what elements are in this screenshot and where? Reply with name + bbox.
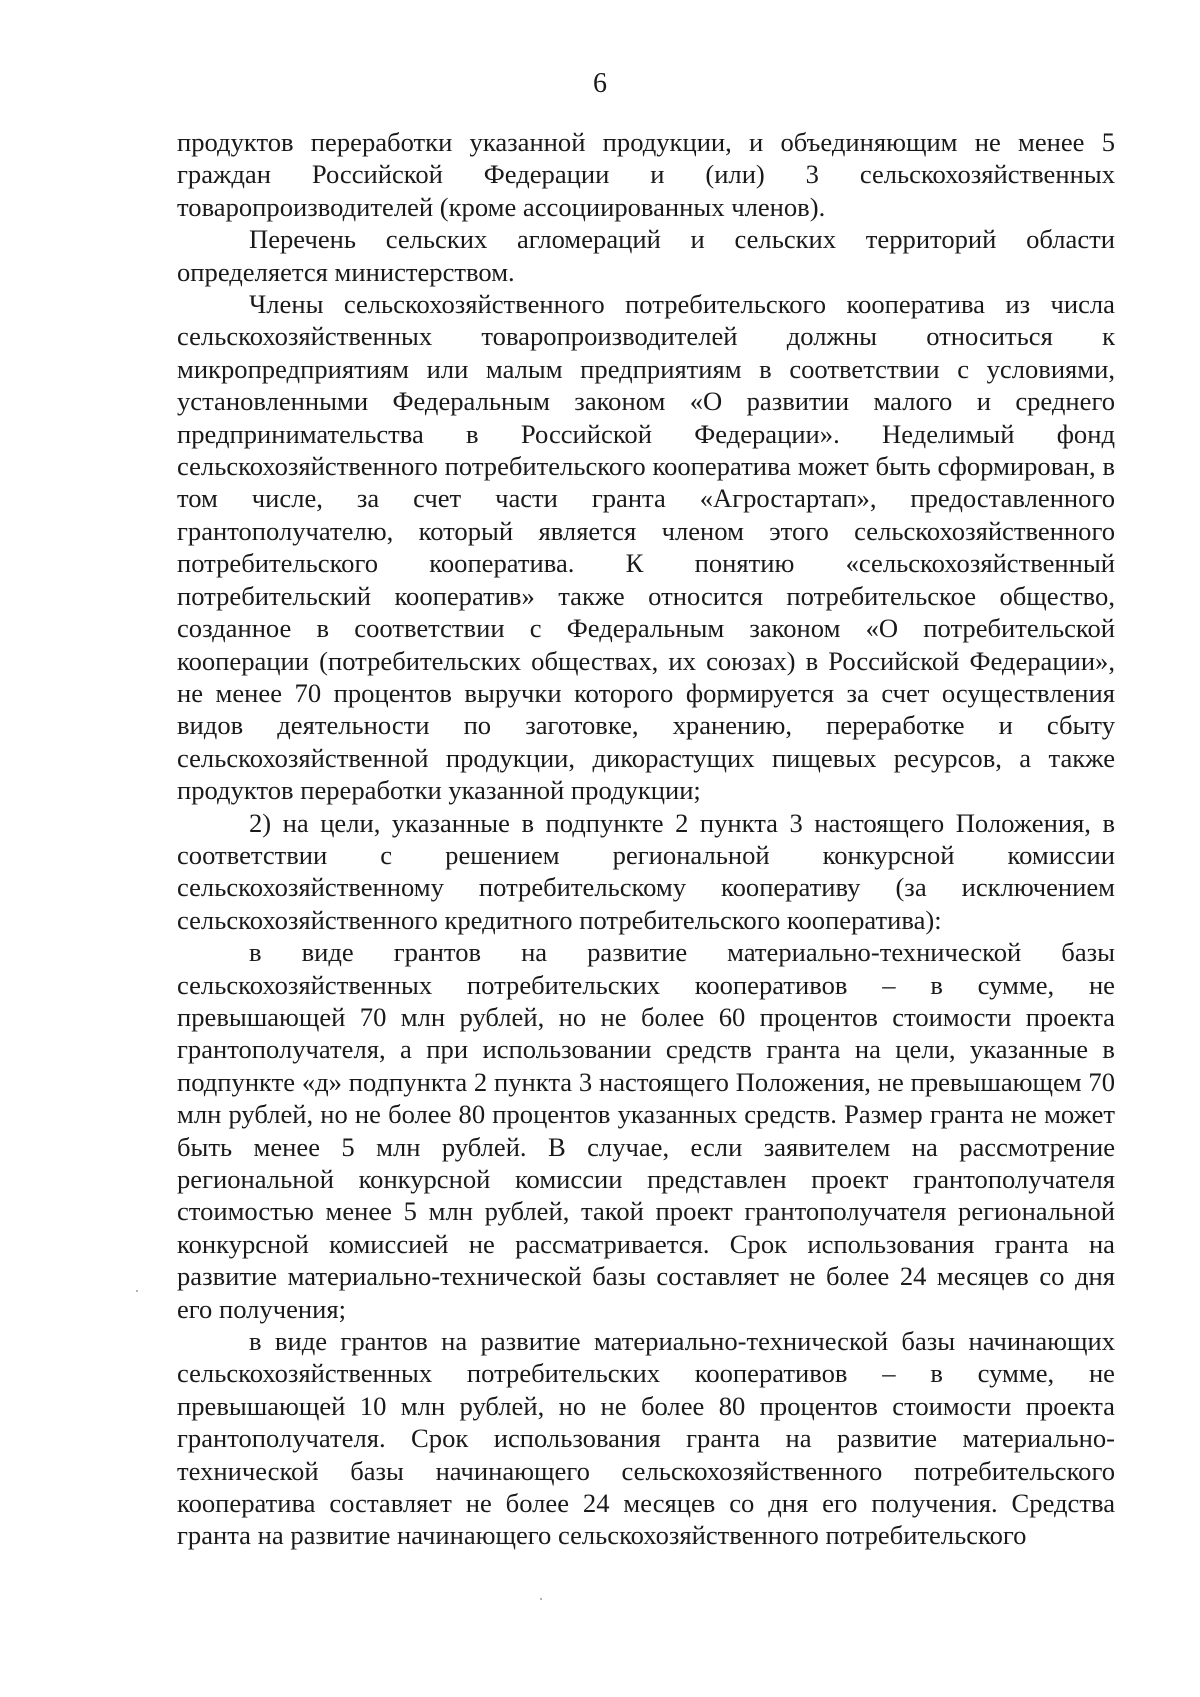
paragraph-continuation: продуктов переработки указанной продукции, и объединяющим не менее 5 граждан Российской Федерации и (или) 3 сельскохозяйственных товаропроизводителей (кроме ассоциированных членов).: [177, 127, 1115, 222]
page-number: 6: [593, 68, 607, 99]
document-body: [177, 126, 1115, 1552]
scan-artifact-dot: [136, 1290, 138, 1292]
scan-artifact-dot: [540, 1598, 542, 1600]
paragraph-cooperative-members: Члены сельскохозяйственного потребительского кооператива из числа сельскохозяйственных товаропроизводителей должны относиться к микропредприятиям или малым предприятиям в соответствии с условиями, установленными Федеральным законом «О развитии малого и среднего предпринимательства в Российской Федерации». Неделимый фонд сельскохозяйственного потребительского кооператива может быть сформирован, в том числе, за счет части гранта «Агростартап», предоставленного грантополучателю, который является членом этого сельскохозяйственного потребительского кооператива. К понятию «сельскохозяйственный потребительский кооператив» также относится потребительское общество, созданное в соответствии с Федеральным законом «О потребительской кооперации (потребительских обществах, их союзах) в Российской Федерации», не менее 70 процентов выручки которого формируется за счет осуществления видов деятельности по заготовке, хранению, переработке и сбыту сельскохозяйственной продукции, дикорастущих пищевых ресурсов, а также продуктов переработки указанной продукции;: [177, 289, 1115, 806]
paragraph-agglomerations: Перечень сельских агломераций и сельских территорий области определяется министерством.: [177, 224, 1115, 287]
paragraph-grants-beginning-cooperatives: в виде грантов на развитие материально-технической базы начинающих сельскохозяйственных потребительских кооперативов – в сумме, не превышающей 10 млн рублей, но не более 80 процентов стоимости проекта грантополучателя. Срок использования гранта на развитие материально-технической базы начинающего сельскохозяйственного потребительского кооператива составляет не более 24 месяцев со дня его получения. Средства гранта на развитие начинающего сельскохозяйственного потребительского: [177, 1326, 1115, 1551]
paragraph-subpoint-2: 2) на цели, указанные в подпункте 2 пункта 3 настоящего Положения, в соответствии с решением региональной конкурсной комиссии сельскохозяйственному потребительскому кооперативу (за исключением сельскохозяйственного кредитного потребительского кооператива):: [177, 807, 1115, 935]
paragraph-grants-material-base: в виде грантов на развитие материально-технической базы сельскохозяйственных потребительских кооперативов – в сумме, не превышающей 70 млн рублей, но не более 60 процентов стоимости проекта грантополучателя, а при использовании средств гранта на цели, указанные в подпункте «д» подпункта 2 пункта 3 настоящего Положения, не превышающем 70 млн рублей, но не более 80 процентов указанных средств. Размер гранта не может быть менее 5 млн рублей. В случае, если заявителем на рассмотрение региональной конкурсной комиссии представлен проект грантополучателя стоимостью менее 5 млн рублей, такой проект грантополучателя региональной конкурсной комиссией не рассматривается. Срок использования гранта на развитие материально-технической базы составляет не более 24 месяцев со дня его получения;: [177, 937, 1115, 1324]
